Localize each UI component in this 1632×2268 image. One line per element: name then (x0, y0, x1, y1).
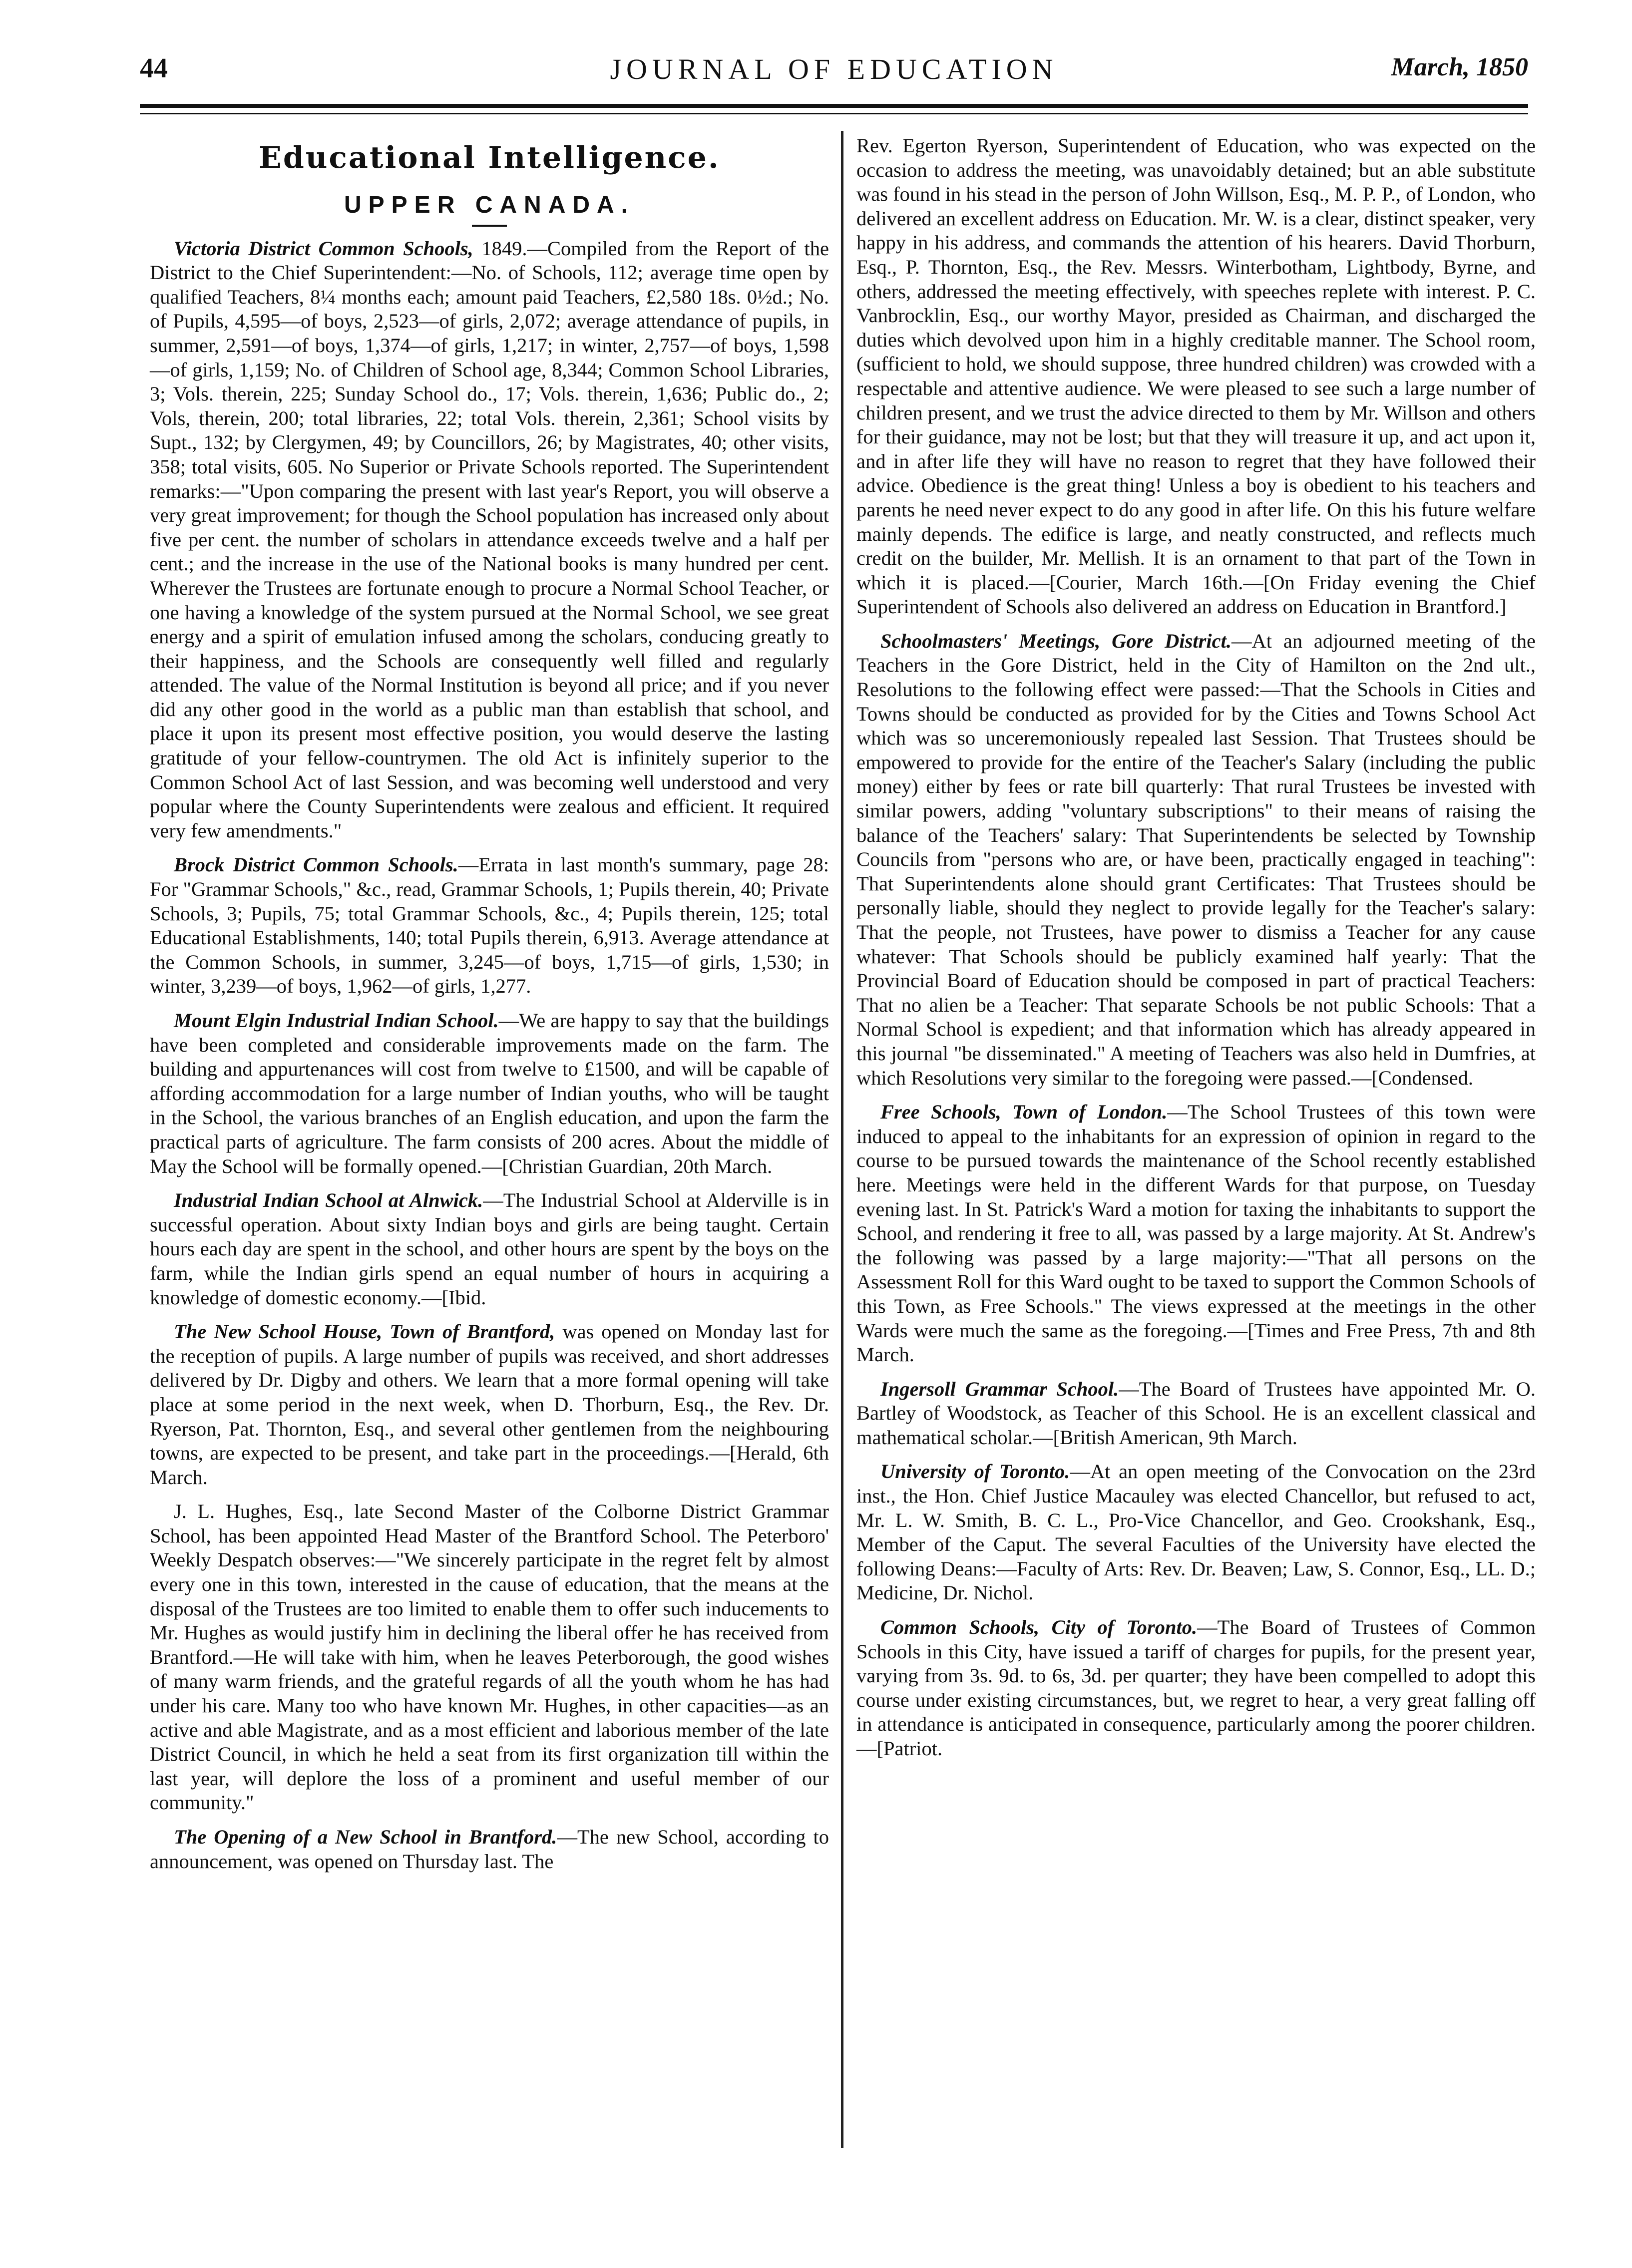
article-heading: Ingersoll Grammar School. (880, 1377, 1119, 1400)
article-body: —The School Trustees of this town were induced to appeal to the inhabitants for an expression of opinion in regard to the course to be pursued towards the maintenance of the School recently established here. Meetings were held in the different Wards for that purpose, on Tuesday evening last. In St. Patrick's Ward a motion for taxing the inhabitants to support the School, and rendering it free to all, was passed by a large majority. At St. Andrew's the following was passed by a large majority:—"That all persons on the Assessment Roll for this Ward ought to be taxed to support the Common Schools of this Town, as Free Schools." The views expressed at the meetings in the other Wards were much the same as the foregoing.—[Times and Free Press, 7th and 8th March. (856, 1101, 1536, 1366)
right-column (856, 134, 1536, 1771)
article-heading: Mount Elgin Industrial Indian School. (174, 1009, 499, 1032)
running-header (140, 52, 1528, 97)
article-brantford-continued (856, 134, 1536, 619)
masthead: Educational Intelligence. (259, 140, 720, 175)
article-heading: Free Schools, Town of London. (880, 1101, 1168, 1124)
article-body: —At an open meeting of the Convocation on the 23rd inst., the Hon. Chief Justice Macauley was elected Chancellor, but refused to act, Mr. L. W. Smith, B. C. L., Pro-Vice Chancellor, and Geo. Crookshank, Esq., Member of the Caput. The several Faculties of the University have elected the following Deans:—Faculty of Arts: Rev. Dr. Beaven; Law, S. Connor, Esq., LL. D.; Medicine, Dr. Nichol. (856, 1460, 1536, 1604)
article-body: —The Board of Trustees of Common Schools in this City, have issued a tariff of charges for pupils, for the present year, varying from 3s. 9d. to 6s, 3d. per quarter; they have been compelled to adopt this course under existing circumstances, but, we regret to hear, a very great falling off in attendance is anticipated in consequence, particularly among the poorer children.—[Patriot. (856, 1616, 1536, 1760)
article-heading: Industrial Indian School at Alnwick. (174, 1189, 483, 1212)
article-body: —At an adjourned meeting of the Teachers in the Gore District, held in the City of Hamilton on the 2nd ult., Resolutions to the following effect were passed:—That the Schools in Cities and Towns should be conducted as provided for by the Cities and Towns School Act which was so unceremoniously repealed last Session. That Trustees should be empowered to provide for the entire of the Teacher's Salary (including the public money) either by fees or rate bill quarterly: That rural Trustees be invested with similar powers, adding "voluntary subscriptions" to their means of raising the balance of the Teachers' salary: That Superintendents be selected by Township Councils from "persons who are, or have been, practically engaged in teaching": That Superintendents alone should grant Certificates: That Trustees should be personally liable, should they neglect to provide legally for the Teacher's salary: That the people, not Trustees, have power to dismiss a Teacher for any cause whatever: That Schools should be publicly examined half yearly: That the Provincial Board of Education should be composed in part of practical Teachers: That no alien be a Teacher: That separate Schools be not public Schools: That a Normal School is expedient; and that information which has already appeared in this journal "be disseminated." A meeting of Teachers was also held in Dumfries, at which Resolutions very similar to the foregoing were passed.—[Condensed. (856, 629, 1536, 1089)
article-body: Rev. Egerton Ryerson, Superintendent of Education, who was expected on the occasion to address the meeting, was unavoidably detained; but an able substitute was found in his stead in the person of John Willson, Esq., M. P. P., of London, who delivered an excellent address on Education. Mr. W. is a clear, distinct speaker, very happy in his address, and commands the attention of his hearers. David Thorburn, Esq., P. Thornton, Esq., the Rev. Messrs. Winterbotham, Lightbody, Byrne, and others, addressed the meeting effectively, with speeches replete with interest. P. C. Vanbrocklin, Esq., our worthy Mayor, presided as Chairman, and discharged the duties which devolved upon him in a highly creditable manner. The School room, (sufficient to hold, we should suppose, three hundred children) was crowded with a respectable and attentive audience. We were pleased to see such a large number of children present, and we trust the advice directed to them by Mr. Willson and others for their guidance, may not be lost; but that they will treasure it up, and act upon it, and in after life they will have no reason to regret that they have followed their advice. Obedience is the great thing! Unless a boy is obedient to his teachers and parents he need never expect to do any good in after life. On this his future welfare mainly depends. The edifice is large, and neatly constructed, and reflects much credit on the builder, Mr. Mellish. It is an ornament to that part of the Town in which it is placed.—[Courier, March 16th.—[On Friday evening the Chief Superintendent of Schools also delivered an address on Education in Brantford.] (856, 134, 1536, 618)
header-rule-thick (140, 104, 1528, 108)
article-body: —The Board of Trustees have appointed Mr. O. Bartley of Woodstock, as Teacher of this School. He is an excellent classical and mathematical scholar.—[British American, 9th March. (856, 1377, 1536, 1449)
article-gore-district (856, 629, 1536, 1090)
article-body: —The Industrial School at Alderville is in successful operation. About sixty Indian boys and girls are being taught. Certain hours each day are spent in the school, and other hours are spent by the boys on the farm, while the Indian girls spend an equal number of hours in acquiring a knowledge of domestic economy.—[Ibid. (150, 1189, 829, 1309)
article-heading: The Opening of a New School in Brantford. (174, 1826, 557, 1848)
article-body: J. L. Hughes, Esq., late Second Master of the Colborne District Grammar School, has been appointed Head Master of the Brantford School. The Peterboro' Weekly Despatch observes:—"We sincerely participate in the regret felt by almost every one in this town, interested in the cause of education, that the means at the disposal of the Trustees are too limited to enable them to offer such inducements to Mr. Hughes as would justify him in declining the liberal offer he has received from Brantford.—He will take with him, when he leaves Peterborough, the good wishes of many warm friends, and the grateful regards of all the youth whom he has had under his care. Many too who have known Mr. Hughes, in other capacities—as an active and able Magistrate, and as a most efficient and laborious member of the late District Council, in which he held a seat from its first organization till within the last year, will deplore the loss of a prominent and useful member of our community." (150, 1500, 829, 1814)
article-heading: Brock District Common Schools. (174, 853, 458, 876)
article-hughes (150, 1500, 829, 1815)
article-toronto-common-schools (856, 1615, 1536, 1761)
article-brock (150, 853, 829, 999)
section-title: UPPER CANADA. (344, 192, 635, 218)
article-heading: Victoria District Common Schools, (174, 237, 473, 260)
article-heading: Common Schools, City of Toronto. (880, 1616, 1198, 1639)
section-dash (472, 225, 507, 227)
article-brantford-school-house (150, 1320, 829, 1490)
article-ingersoll (856, 1377, 1536, 1450)
article-mount-elgin (150, 1009, 829, 1178)
article-university-toronto (856, 1460, 1536, 1605)
header-rule-thin (140, 113, 1528, 114)
article-victoria (150, 237, 829, 843)
column-divider (841, 131, 843, 2148)
article-heading: University of Toronto. (880, 1460, 1070, 1483)
article-body: —The new School, according to announcement, was opened on Thursday last. The (150, 1826, 829, 1873)
article-body: —Errata in last month's summary, page 28: For "Grammar Schools," &c., read, Grammar Schools, 1; Pupils therein, 40; Private Schools, 3; Pupils, 75; total Grammar Schools, &c., 4; Pupils therein, 125; total Educational Establishments, 140; total Pupils therein, 6,913. Average attendance at the Common Schools, in summer, 3,245—of boys, 1,715—of girls, 1,530; in winter, 3,239—of boys, 1,962—of girls, 1,277. (150, 853, 829, 998)
article-london-free-schools (856, 1100, 1536, 1367)
page-number: 44 (140, 53, 168, 84)
article-heading: The New School House, Town of Brantford, (174, 1320, 555, 1343)
article-heading: Schoolmasters' Meetings, Gore District. (880, 629, 1232, 652)
article-alnwick (150, 1188, 829, 1310)
article-brantford-opening (150, 1825, 829, 1874)
article-body: 1849.—Compiled from the Report of the District to the Chief Superintendent:—No. of Schools, 112; average time open by qualified Teachers, 8¼ months each; amount paid Teachers, £2,580 18s. 0½d.; No. of Pupils, 4,595—of boys, 2,523—of girls, 2,072; average attendance of pupils, in summer, 2,591—of boys, 1,374—of girls, 1,217; in winter, 2,757—of boys, 1,598—of girls, 1,159; No. of Children of School age, 8,344; Common School Libraries, 3; Vols. therein, 225; Sunday School do., 17; Vols. therein, 1,636; Public do., 2; Vols, therein, 200; total libraries, 22; total Vols. therein, 2,361; School visits by Supt., 132; by Clergymen, 49; by Councillors, 26; by Magistrates, 40; other visits, 358; total visits, 605. No Superior or Private Schools reported. The Superintendent remarks:—"Upon comparing the present with last year's Report, you will observe a very great improvement; for though the School population has increased only about five per cent. the number of scholars in attendance exceeds twelve and a half per cent.; and the increase in the use of the National books is many hundred per cent. Wherever the Trustees are fortunate enough to procure a Normal School Teacher, or one having a knowledge of the system pursued at the Normal School, we see great energy and a spirit of emulation infused among the scholars, conducing greatly to their happiness, and the Schools are consequently well filled and regularly attended. The value of the Normal Institution is beyond all price; and if you never did any other good in the world as a public man than establish that school, and place it upon its present most effective position, you would deserve the lasting gratitude of your fellow-countrymen. The old Act is infinitely superior to the Common School Act of last Session, and was becoming well understood and very popular where the County Superintendents were zealous and efficient. It required very few amendments." (150, 237, 829, 842)
issue-date: March, 1850 (1391, 53, 1528, 81)
article-body: was opened on Monday last for the reception of pupils. A large number of pupils was received, and short addresses delivered by Dr. Digby and others. We learn that a more formal opening will take place at some period in the next week, when D. Thorburn, Esq., the Rev. Dr. Ryerson, Pat. Thornton, Esq., and several other gentlemen from the neighbouring towns, are expected to be present, and take part in the proceedings.—[Herald, 6th March. (150, 1320, 829, 1489)
article-body: —We are happy to say that the buildings have been completed and considerable improvements made on the farm. The building and appurtenances will cost from twelve to £1500, and will be capable of affording accommodation for a large number of Indian youths, who will be taught in the School, the various branches of an English education, and upon the farm the practical parts of agriculture. The farm consists of 200 acres. About the middle of May the School will be formally opened.—[Christian Guardian, 20th March. (150, 1009, 829, 1177)
left-column (150, 134, 829, 1884)
journal-title: JOURNAL OF EDUCATION (610, 53, 1058, 85)
